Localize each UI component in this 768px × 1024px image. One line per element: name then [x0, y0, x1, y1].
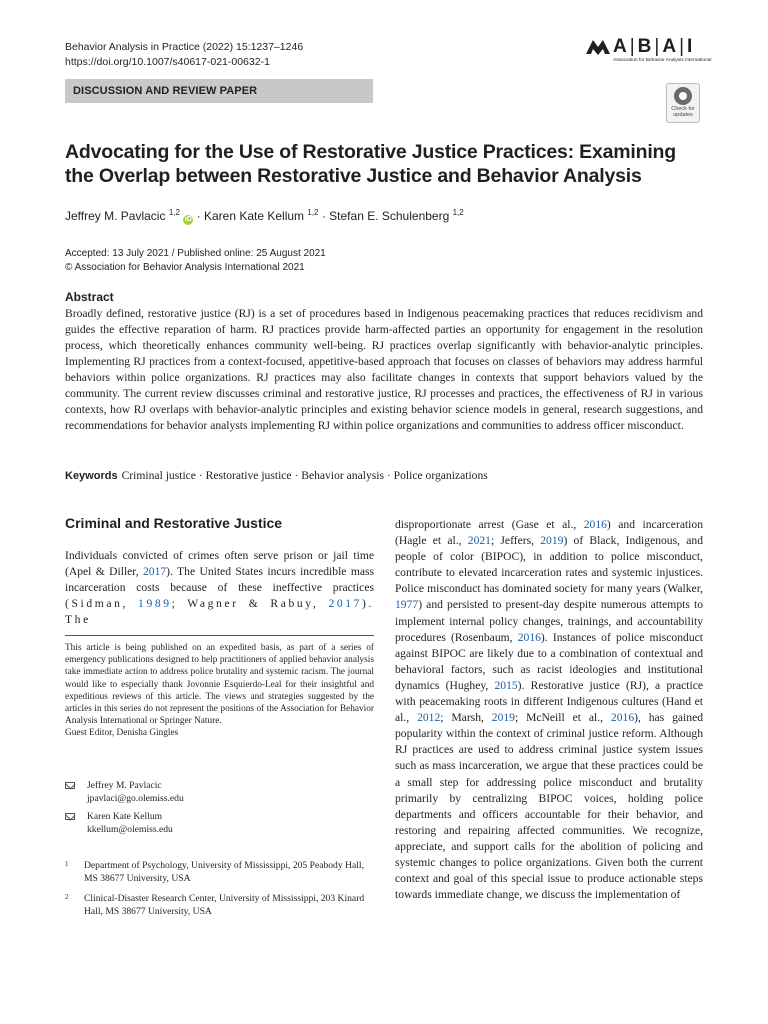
footnote-divider	[65, 635, 374, 636]
dates-line: Accepted: 13 July 2021 / Published online: 25 August 2021	[65, 248, 326, 259]
author-list: Jeffrey M. Pavlacic $^{1,2}$ iD · Karen Kate Kellum $^{1,2}$ · Stefan E. Schulenberg $^{1,2}$	[65, 208, 464, 223]
keywords-list: Criminal justice · Restorative justice · Behavior analysis · Police organizations	[121, 469, 488, 482]
contact-email[interactable]: jpavlaci@go.olemiss.edu	[87, 792, 184, 804]
body-text: ). The United States incurs incredible	[166, 565, 347, 578]
body-text	[65, 597, 374, 626]
citation-link[interactable]: 2012	[417, 711, 441, 725]
body-text: ). Instances of police misconduct against BIPOC are likely due to a combination of contextual and behavioral factors, such as racist ideologies and institutional dynamics (Hughey,	[395, 630, 703, 692]
body-text: ), has gained popularity within the context of criminal justice reform. Although RJ practices are used to address criminal justice system issues such as mass incarceration, we argue that these practices could be a small step for addressing police misconduct and brutality primarily by centralizing BIPOC voices, holding police departments and officers accountable for their behavior, and restoring and repairing affected communities. We recognize, appreciate, and support calls for the abolition of policing and systemic changes to police organizations. Given both the current context and goal of this special issue to produce actionable steps towards immediate change, we discuss the implementation of	[395, 711, 704, 902]
author-affiliation-sup: 1,2	[307, 208, 319, 217]
body-text: Individuals convicted of crimes often serve prison or jail time	[65, 549, 374, 562]
body-text: (Apel & Diller,	[65, 565, 143, 578]
contact-name: Karen Kate Kellum	[87, 811, 163, 822]
logo-letter: A	[613, 36, 627, 57]
body-text: ; Marsh,	[440, 711, 492, 725]
logo-letter: B	[637, 36, 652, 57]
body-text: disproportionate arrest (Gase et al.,	[395, 518, 584, 531]
citation-link[interactable]: 2019	[540, 534, 564, 548]
citation-link[interactable]: 1989	[138, 597, 172, 610]
citation-link[interactable]: 2016	[610, 711, 635, 725]
publication-dates	[65, 247, 326, 275]
author-name[interactable]: Karen Kate Kellum	[203, 209, 305, 223]
orcid-icon[interactable]: iD	[184, 216, 192, 223]
logo-separator: |	[654, 36, 660, 57]
abstract-heading: Abstract	[65, 290, 114, 304]
body-column-right	[395, 517, 703, 903]
body-text: ). The	[65, 597, 375, 626]
logo-separator: |	[679, 36, 685, 57]
body-text: mass incarceration costs because of these ineffective practices	[65, 565, 374, 594]
guest-editor: Guest Editor, Denisha Gingles	[65, 728, 179, 739]
envelope-icon	[65, 813, 75, 820]
affiliation-number: 2	[65, 893, 69, 901]
keywords	[65, 468, 488, 484]
author-name[interactable]: Stefan E. Schulenberg	[329, 209, 450, 223]
footnote	[65, 642, 374, 740]
check-updates-icon-center	[679, 92, 687, 100]
author-affiliation-sup: 1,2	[168, 208, 180, 217]
article-title: Advocating for the Use of Restorative Justice Practices: Examining the Overlap between Restorative Justice and Behavior Analysis	[65, 141, 676, 187]
journal-line: Behavior Analysis in Practice (2022) 15:1237–1246	[65, 41, 304, 53]
abai-logo-letters	[613, 36, 692, 58]
citation-link[interactable]: 1977	[395, 598, 419, 612]
keywords-label: Keywords	[65, 470, 118, 482]
abai-logo-subtitle: Association for Behavior Analysis International	[613, 58, 712, 63]
envelope-icon	[65, 782, 75, 789]
check-updates-label: Check for updates	[671, 106, 695, 118]
affiliation-number: 1	[65, 860, 69, 868]
citation-link[interactable]: 2017	[328, 597, 363, 610]
abstract-text: Broadly defined, restorative justice (RJ) is a set of procedures based in Indigenous peacemaking practices that reduces recidivism and guides the effective reparation of harm. RJ practices provide harm-affected parties an opportunity for engagement in the resolution process, which theoretically enhances community well-being. RJ practices overlap significantly with behavior-analytic principles. Implementing RJ practices from a context-focused, appetitive-based approach that focuses on classes of behaviors may address harmful behaviors within police organizations. RJ practices may also facilitate changes in contexts that support behaviors valued by the community. The current review discusses criminal and restorative justice, RJ processes and practices, the effectiveness of RJ in various contexts, how RJ overlaps with behavior-analytic principles and existing behavior science models in general, research suggestions, and recommendations for behavior analysts implementing RJ within police organizations and communities to address officer misconduct.	[65, 307, 703, 432]
body-text: (Sidman,	[65, 597, 139, 610]
body-text: ; Wagner & Rabuy,	[171, 597, 329, 610]
check-for-updates-button[interactable]	[666, 83, 700, 123]
section-heading: Criminal and Restorative Justice	[65, 515, 283, 531]
citation-link[interactable]: 2021	[467, 534, 491, 548]
author-affiliation-sup: 1,2	[452, 208, 464, 217]
affiliation-text: Department of Psychology, University of Mississippi, 205 Peabody Hall, MS 38677 University, USA	[84, 860, 364, 884]
body-text: ; McNeill et al.,	[514, 711, 611, 725]
contact-email[interactable]: kkellum@olemiss.edu	[87, 823, 173, 835]
body-text: ). Restorative justice (RJ), a practice with peacemaking roots in different Indigenous cultures (Hand et al.,	[395, 678, 703, 725]
body-column-left	[65, 548, 374, 628]
doi-link[interactable]: https://doi.org/10.1007/s40617-021-00632-1	[65, 56, 270, 68]
abai-logo-mark-icon	[585, 36, 611, 58]
logo-separator: |	[629, 36, 635, 57]
affiliation-text: Clinical-Disaster Research Center, University of Mississippi, 203 Kinard Hall, MS 38677 University, USA	[84, 893, 365, 917]
abai-logo	[585, 36, 712, 68]
copyright-line: © Association for Behavior Analysis International 2021	[65, 262, 305, 273]
logo-letter: A	[662, 36, 677, 57]
body-text: ) of Black, Indigenous, and people of color (BIPOC), in addition to police misconduct, contribute to elevated incarceration rates and systemic injustices. Police misconduct has dominated society for many years (Walker,	[395, 534, 703, 596]
citation-link[interactable]: 2016	[517, 630, 541, 644]
citation-link[interactable]: 2017	[142, 565, 167, 578]
citation-link[interactable]: 2015	[494, 678, 518, 692]
citation-link[interactable]: 2016	[583, 518, 607, 531]
body-text: ; Jeffers,	[490, 534, 541, 548]
logo-letter: I	[687, 36, 693, 57]
body-text: ) and persisted to present-day despite numerous attempts to implement internal policy changes, trainings, and accountability procedures (Rosenbaum,	[395, 598, 703, 644]
footnote-text: This article is being published on an expedited basis, as part of a series of emergency publications designed to help practitioners of applied behavior analysis take immediate action to address police brutality and systemic racism. The journal would like to especially thank Jovonnie Esquierdo-Leal for their insightful and expeditious reviews of this article. The views and strategies suggested by the articles in this series do not represent the positions of the Association for Behavior Analysis International or Springer Nature.	[65, 643, 374, 727]
contact-name: Jeffrey M. Pavlacic	[87, 780, 162, 791]
journal-citation	[65, 40, 303, 70]
article-type-banner: DISCUSSION AND REVIEW PAPER	[65, 79, 373, 103]
body-text: ) and incarceration (Hagle et al.,	[395, 518, 703, 548]
author-name[interactable]: Jeffrey M. Pavlacic	[65, 209, 166, 223]
citation-link[interactable]: 2019	[491, 711, 515, 725]
